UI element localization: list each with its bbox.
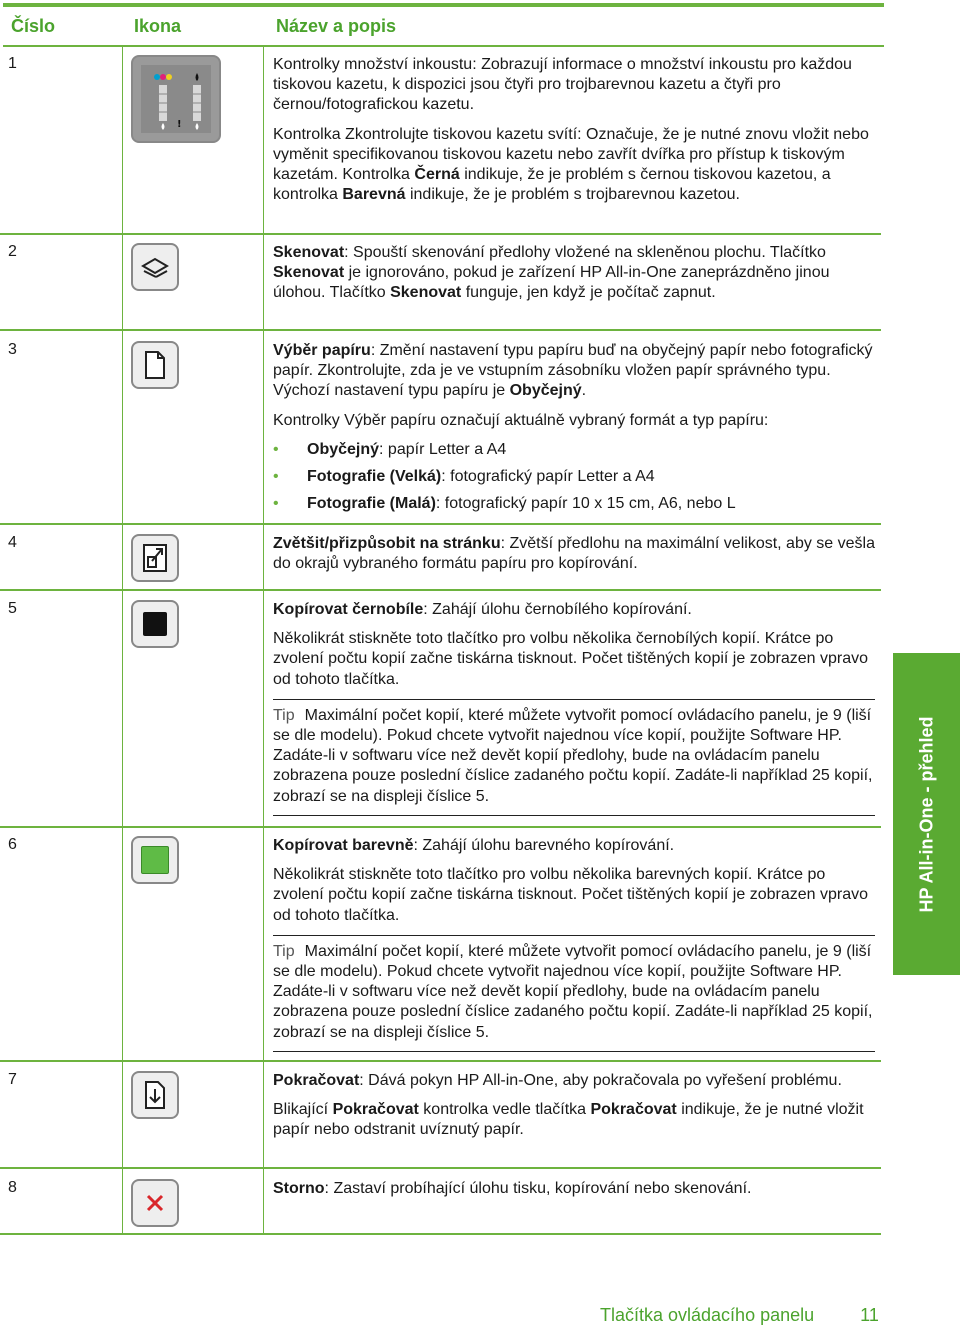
paper-type-list: [273, 440, 875, 515]
row-number: 1: [8, 55, 17, 72]
row-number: 2: [8, 243, 17, 260]
table-row: [0, 836, 881, 1052]
section-side-tab: [893, 653, 960, 975]
tip-label: Tip: [273, 706, 295, 724]
list-item: • Fotografie (Malá): fotografický papír 10 x 15 cm, A6, nebo L: [273, 494, 875, 514]
page-footer: [600, 1305, 879, 1326]
row-number: 5: [8, 600, 17, 617]
svg-text:!: !: [177, 119, 182, 130]
list-item: • Fotografie (Velká): fotografický papír Letter a A4: [273, 467, 875, 487]
resume-icon: [131, 1071, 179, 1119]
footer-section-title: Tlačítka ovládacího panelu: [600, 1305, 815, 1325]
header-number: Číslo: [11, 15, 56, 36]
resume-description: Pokračovat: Dává pokyn HP All-in-One, aby pokračovala po vyřešení problému.: [273, 1072, 842, 1089]
row-number: 6: [8, 836, 17, 853]
tip-box: [273, 935, 875, 1052]
page-number: 11: [860, 1305, 879, 1325]
row-number: 8: [8, 1179, 17, 1196]
table-row: [0, 600, 881, 816]
tip-text: Maximální počet kopií, které můžete vytvořit pomocí ovládacího panelu, je 9 (liší se dle modelu). Pokud chcete vytvořit najednou více kopií, použijte Software HP. Zadáte-li v softwaru více než devět kopií předlohy, bude na ovládacím panelu zobrazena pouze poslední číslice zadaného počtu kopií. Zadáte-li například 25 kopií, zobrazí se na displeji číslice 5.: [273, 942, 873, 1041]
scan-icon: [131, 243, 179, 291]
ink-level-icon: [131, 55, 221, 143]
row-number: 3: [8, 341, 17, 358]
side-tab-label: HP All-in-One - přehled: [916, 715, 937, 913]
fit-to-page-description: Zvětšit/přizpůsobit na stránku: Zvětší předlohu na maximální velikost, aby se vešla do okrajů vybraného formátu papíru pro kopírování.: [273, 535, 875, 573]
controls-table: [3, 3, 884, 47]
cancel-description: Storno: Zastaví probíhající úlohu tisku, kopírování nebo skenování.: [273, 1180, 752, 1197]
table-row: [0, 341, 881, 521]
table-row: [0, 1179, 881, 1227]
header-icon: Ikona: [134, 15, 182, 36]
tip-text: Maximální počet kopií, které můžete vytvořit pomocí ovládacího panelu, je 9 (liší se dle modelu). Pokud chcete vytvořit najednou více kopií, použijte Software HP. Zadáte-li v softwaru více než devět kopií předlohy, bude na ovládacím panelu zobrazena pouze poslední číslice zadaného počtu kopií. Zadáte-li například 25 kopií, zobrazí se na displeji číslice 5.: [273, 706, 873, 805]
color-copy-count-description: Několikrát stiskněte toto tlačítko pro volbu několika barevných kopií. Krátce po zvolení počtu kopií začne tiskárna tisknout. Počet tištěných kopií je zobrazen vpravo od tohoto tlačítka.: [273, 866, 868, 924]
tip-box: [273, 699, 875, 816]
row-number: 7: [8, 1071, 17, 1088]
black-copy-icon: [131, 600, 179, 648]
tip-label: Tip: [273, 942, 295, 960]
table-row: [0, 534, 881, 583]
table-row: [0, 243, 881, 313]
cancel-icon: [131, 1179, 179, 1227]
paper-select-description: Výběr papíru: Změní nastavení typu papíru buď na obyčejný papír nebo fotografický papír. Zkontrolujte, zda je ve vstupním zásobníku vložen papír správného typu. Výchozí nastavení typu papíru je Obyčejný.: [273, 342, 873, 400]
fit-to-page-icon: [131, 534, 179, 582]
table-row: [0, 55, 881, 214]
table-row: [0, 1071, 881, 1150]
scan-description: Skenovat: Spouští skenování předlohy vložené na skleněnou plochu. Tlačítko Skenovat je ignorováno, pokud je zařízení HP All-in-One zaneprázdněno jinou úlohou. Tlačítko Skenovat funguje, jen když je počítač zapnut.: [273, 244, 830, 302]
black-copy-count-description: Několikrát stiskněte toto tlačítko pro volbu několika černobílých kopií. Krátce po zvolení počtu kopií začne tiskárna tisknout. Počet tištěných kopií je zobrazen vpravo od tohoto tlačítka.: [273, 630, 868, 688]
color-copy-icon: [131, 836, 179, 884]
paper-select-icon: [131, 341, 179, 389]
row-number: 4: [8, 534, 17, 551]
resume-light-description: Blikající Pokračovat kontrolka vedle tlačítka Pokračovat indikuje, že je nutné vložit papír nebo odstranit uvíznutý papír.: [273, 1101, 864, 1139]
header-description: Název a popis: [276, 15, 397, 36]
table-header: [3, 7, 884, 47]
paper-select-lights: Kontrolky Výběr papíru označují aktuálně vybraný formát a typ papíru:: [273, 411, 769, 429]
color-copy-description: Kopírovat barevně: Zahájí úlohu barevného kopírování.: [273, 837, 675, 854]
ink-level-description: Kontrolky množství inkoustu: Zobrazují informace o množství inkoustu pro každou tiskovou kazetu, k dispozici jsou čtyři pro trojbarevnou kazetu a čtyři pro černou/fotografickou kazetu.: [273, 56, 852, 114]
black-copy-description: Kopírovat černobíle: Zahájí úlohu černobílého kopírování.: [273, 601, 692, 618]
check-cartridge-description: Kontrolka Zkontrolujte tiskovou kazetu svítí: Označuje, že je nutné znovu vložit nebo vyměnit specifikovanou tiskovou kazetu nebo zavřít dvířka pro přístup k tiskovým kazetám. Kontrolka Černá indikuje, že je problém s černou tiskovou kazetou, a kontrolka Barevná indikuje, že je problém s trojbarevnou kazetou.: [273, 125, 869, 204]
list-item: • Obyčejný: papír Letter a A4: [273, 440, 875, 460]
